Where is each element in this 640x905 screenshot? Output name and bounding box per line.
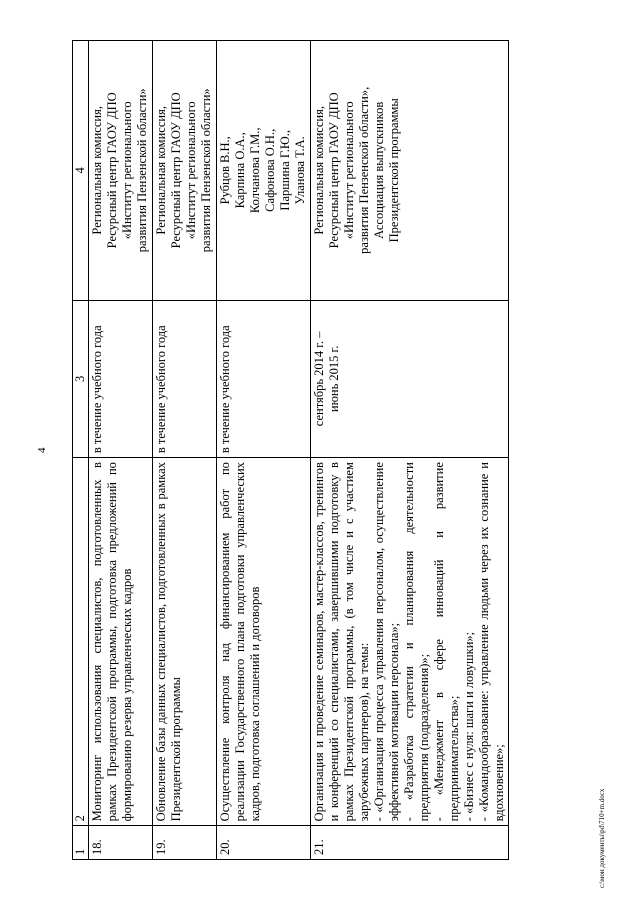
row-number: 21. xyxy=(311,826,509,860)
table-row xyxy=(217,41,311,860)
responsible-line: «Институт регионального xyxy=(342,101,356,240)
activity-line: - «Командообразование: управление людьми через их сознание и вдохновение»; xyxy=(477,462,506,822)
activity-line: - «Организация процесса управления персоналом, осуществление эффективной мотивации персонала»; xyxy=(372,462,401,822)
column-header-2: 2 xyxy=(73,458,89,826)
responsible-line: Ассоциация выпускников xyxy=(372,101,386,239)
responsible-cell xyxy=(217,41,311,301)
responsible-line: развития Пензенской области» xyxy=(135,88,149,253)
responsible-line: Карпина О.А., xyxy=(233,132,247,209)
period-cell xyxy=(311,300,509,458)
responsible-line: Колчанова Г.М., xyxy=(248,127,262,214)
column-header-4: 4 xyxy=(73,41,89,301)
responsible-line: Рубцов В.Н., xyxy=(218,136,232,205)
responsible-line: развития Пензенской области», xyxy=(357,86,371,254)
activity-cell: Обновление базы данных специалистов, подготовленных в рамках Президентской программы xyxy=(153,458,217,826)
responsible-line: Ресурсный центр ГАОУ ДПО xyxy=(105,92,119,249)
table-row xyxy=(89,41,153,860)
responsible-cell xyxy=(89,41,153,301)
table-row xyxy=(153,41,217,860)
page-number: 4 xyxy=(36,447,48,453)
column-header-1: 1 xyxy=(73,826,89,860)
activity-line: - «Менеджмент в сфере инноваций и развитие предпринимательства»; xyxy=(432,462,461,822)
activity-line: - «Разработка стратегии и планирования деятельности предприятия (подразделения)»; xyxy=(402,462,431,822)
responsible-line: «Институт регионального xyxy=(184,101,198,240)
period-cell: в течение учебного года xyxy=(217,300,311,458)
responsible-line: «Институт регионального xyxy=(120,101,134,240)
table-row xyxy=(311,41,509,860)
responsible-cell xyxy=(311,41,509,301)
responsible-line: Ресурсный центр ГАОУ ДПО xyxy=(169,92,183,249)
rotated-page-content xyxy=(72,40,612,860)
responsible-line: Региональная комиссия, xyxy=(154,106,168,235)
responsible-line: Ресурсный центр ГАОУ ДПО xyxy=(327,92,341,249)
row-number: 19. xyxy=(153,826,217,860)
activity-cell xyxy=(311,458,509,826)
responsible-line: Региональная комиссия, xyxy=(90,106,104,235)
responsible-line: развития Пензенской области» xyxy=(199,88,213,253)
activity-cell: Мониторинг использования специалистов, подготовленных в рамках Президентской программы, подготовка предложений по формированию резерва управленческих кадров xyxy=(89,458,153,826)
row-number: 20. xyxy=(217,826,311,860)
responsible-line: Президентской программы xyxy=(387,98,401,243)
activity-line: - «Бизнес с нуля: шаги и ловушки»; xyxy=(462,631,476,822)
activity-line: Организация и проведение семинаров, мастер-классов, тренингов и конференций со специалистами, завершившими подготовку в рамках Президентской программы, (в том числе и с участием зарубежных партнеров), на темы: xyxy=(312,462,371,822)
table-header-row xyxy=(73,41,89,860)
period-line: июнь 2015 г. xyxy=(327,345,341,413)
period-cell: в течение учебного года xyxy=(153,300,217,458)
file-path-footer: c:\мои документы\pd\710+m.docx xyxy=(598,788,606,888)
plan-table xyxy=(72,40,509,860)
responsible-cell xyxy=(153,41,217,301)
responsible-line: Сафонова О.Н., xyxy=(263,128,277,212)
period-cell: в течение учебного года xyxy=(89,300,153,458)
activity-cell: Осуществление контроля над финансированием работ по реализации Государственного плана подготовки управленческих кадров, подготовка соглашений и договоров xyxy=(217,458,311,826)
responsible-line: Уланова Т.А. xyxy=(293,136,307,205)
period-line: сентябрь 2014 г. – xyxy=(312,331,326,427)
responsible-line: Региональная комиссия, xyxy=(312,106,326,235)
column-header-3: 3 xyxy=(73,300,89,458)
responsible-line: Паршина Г.Ю., xyxy=(278,130,292,211)
row-number: 18. xyxy=(89,826,153,860)
